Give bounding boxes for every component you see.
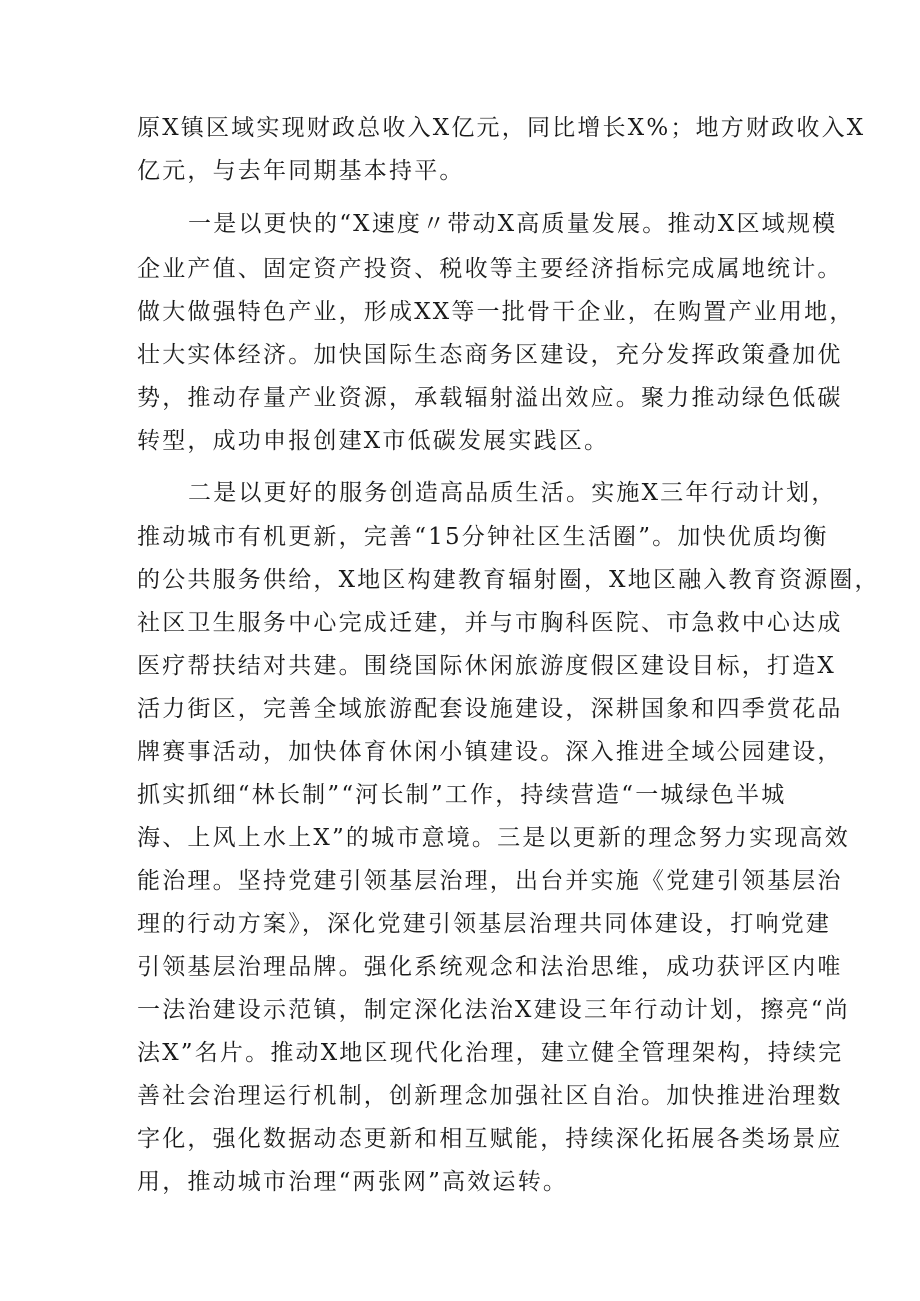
text-line: 的公共服务供给，X地区构建教育辐射圈，X地区融入教育资源圈， [137,567,880,593]
text-line: 抓实抓细“林长制”“河长制”工作，持续营造“一城绿色半城 [137,782,787,808]
text-line: 海、上风上水上X”的城市意境。三是以更新的理念努力实现高效 [137,825,850,851]
text-line: 原X镇区域实现财政总收入X亿元，同比增长X%；地方财政收入X [137,115,866,141]
text-line: 社区卫生服务中心完成迁建，并与市胸科医院、市急救中心达成 [137,610,843,636]
text-line: 能治理。坚持党建引领基层治理，出台并实施《党建引领基层治 [137,868,843,894]
text-line: 二是以更好的服务创造高品质生活。实施X三年行动计划， [188,480,837,506]
text-line: 转型，成功申报创建X市低碳发展实践区。 [137,428,610,454]
text-line: 亿元，与去年同期基本持平。 [137,158,465,184]
text-line: 活力街区，完善全域旅游配套设施建设，深耕国象和四季赏花品 [137,696,843,722]
text-line: 一法治建设示范镇，制定深化法治X建设三年行动计划，擦亮“尚 [137,997,850,1023]
text-line: 企业产值、固定资产投资、税收等主要经济指标完成属地统计。 [137,256,843,282]
text-line: 善社会治理运行机制，创新理念加强社区自治。加快推进治理数 [137,1083,843,1109]
text-line: 一是以更快的“X速度〃带动X高质量发展。推动X区域规模 [188,211,838,237]
text-line: 字化，强化数据动态更新和相互赋能，持续深化拓展各类场景应 [137,1126,843,1152]
text-line: 牌赛事活动，加快体育休闲小镇建设。深入推进全域公园建设， [137,739,843,765]
text-line: 医疗帮扶结对共建。围绕国际休闲旅游度假区建设目标，打造X [137,653,836,679]
text-line: 推动城市有机更新，完善“15分钟社区生活圈”。加快优质均衡 [137,524,829,550]
text-line: 引领基层治理品牌。强化系统观念和法治思维，成功获评区内唯 [137,954,843,980]
text-line: 壮大实体经济。加快国际生态商务区建设，充分发挥政策叠加优 [137,342,843,368]
text-line: 做大做强特色产业，形成XX等一批骨干企业，在购置产业用地， [137,299,855,325]
text-line: 势，推动存量产业资源，承载辐射溢出效应。聚力推动绿色低碳 [137,385,843,411]
text-line: 法X”名片。推动X地区现代化治理，建立健全管理架构，持续完 [137,1040,844,1066]
text-line: 理的行动方案》，深化党建引领基层治理共同体建设，打响党建 [137,911,832,937]
text-line: 用，推动城市治理“两张网”高效运转。 [137,1169,569,1195]
